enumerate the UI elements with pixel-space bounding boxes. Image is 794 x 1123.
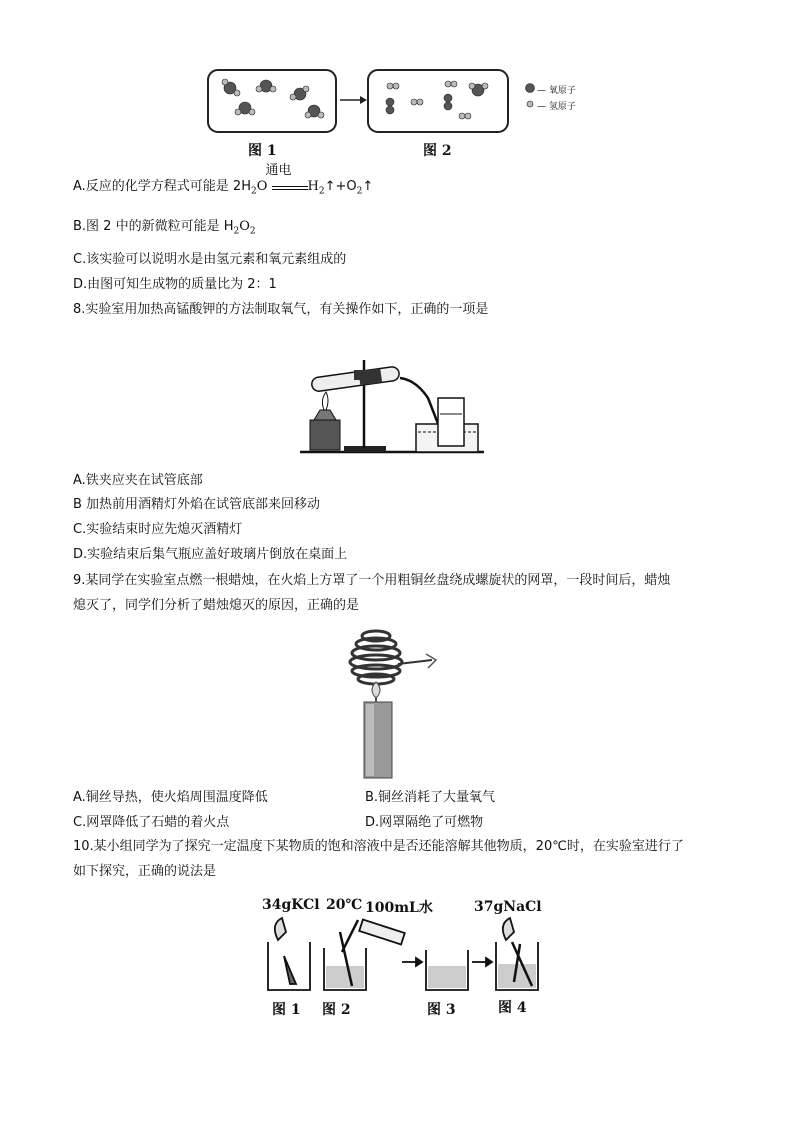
q7-option-b: B.图 2 中的新微粒可能是 $H_2O_2$ [73, 219, 256, 237]
q10-stem-line2: 如下探究，正确的说法是 [73, 864, 217, 879]
legend-hydrogen: — 氢原子 [537, 102, 576, 112]
q7-option-d: D.由图可知生成物的质量比为 2：1 [73, 277, 277, 292]
q8-option-a: A.铁夹应夹在试管底部 [73, 473, 203, 488]
label-100ml-water: 100mL水 [365, 900, 433, 916]
q7-option-c: C.该实验可以说明水是由氢元素和氧元素组成的 [73, 252, 347, 267]
q10-figure-4-caption: 图 4 [498, 1000, 527, 1016]
label-temperature: 20℃ [326, 897, 363, 913]
oxygen-apparatus-figure [296, 358, 488, 456]
q9-stem-line1: 9.某同学在实验室点燃一根蜡烛，在火焰上方罩了一个用粗铜丝盘绕成螺旋状的网罩，一段时间后，蜡烛 [73, 573, 671, 588]
reaction-condition: 通电 [265, 163, 292, 178]
figure-2-caption: 图 2 [423, 143, 452, 159]
q9-option-d: D.网罩隔绝了可燃物 [365, 815, 484, 830]
oxygen-atom-symbol [526, 84, 535, 93]
q8-option-d: D.实验结束后集气瓶应盖好玻璃片倒放在桌面上 [73, 547, 348, 562]
hydrogen-atom-symbol [527, 101, 533, 107]
water-molecules [222, 79, 324, 118]
q10-figure-3-caption: 图 3 [427, 1002, 456, 1018]
q9-option-a: A.铜丝导热，使火焰周围温度降低 [73, 790, 268, 805]
q8-stem: 8.实验室用加热高锰酸钾的方法制取氧气，有关操作如下，正确的一项是 [73, 302, 489, 317]
q7-option-a: A.反应的化学方程式可能是 $2H_2O$ 通电 $H_2↑+O_2↑$ [73, 163, 374, 197]
q9-option-c: C.网罩降低了石蜡的着火点 [73, 815, 230, 830]
candle-coil-figure [336, 624, 446, 784]
q10-stem-line1: 10.某小组同学为了探究一定温度下某物质的饱和溶液中是否还能溶解其他物质，20℃时，在实验室进行了 [73, 839, 684, 854]
q8-option-b: B 加热前用酒精灯外焰在试管底部来回移动 [73, 497, 321, 512]
q8-option-c: C.实验结束时应先熄灭酒精灯 [73, 522, 243, 537]
legend-oxygen: — 氧原子 [537, 86, 576, 96]
figure-1-box [208, 70, 336, 132]
q9-stem-line2: 熄灭了，同学们分析了蜡烛熄灭的原因，正确的是 [73, 598, 360, 613]
label-34g-kcl: 34gKCl [262, 897, 320, 913]
q10-figure-1-caption: 图 1 [272, 1002, 301, 1018]
q10-figure-2-caption: 图 2 [322, 1002, 351, 1018]
q9-option-b: B.铜丝消耗了大量氧气 [365, 790, 496, 805]
figure-1-caption: 图 1 [248, 143, 277, 159]
product-molecules [386, 81, 488, 119]
label-37g-nacl: 37gNaCl [474, 899, 542, 915]
solubility-experiment-figure [256, 912, 552, 996]
